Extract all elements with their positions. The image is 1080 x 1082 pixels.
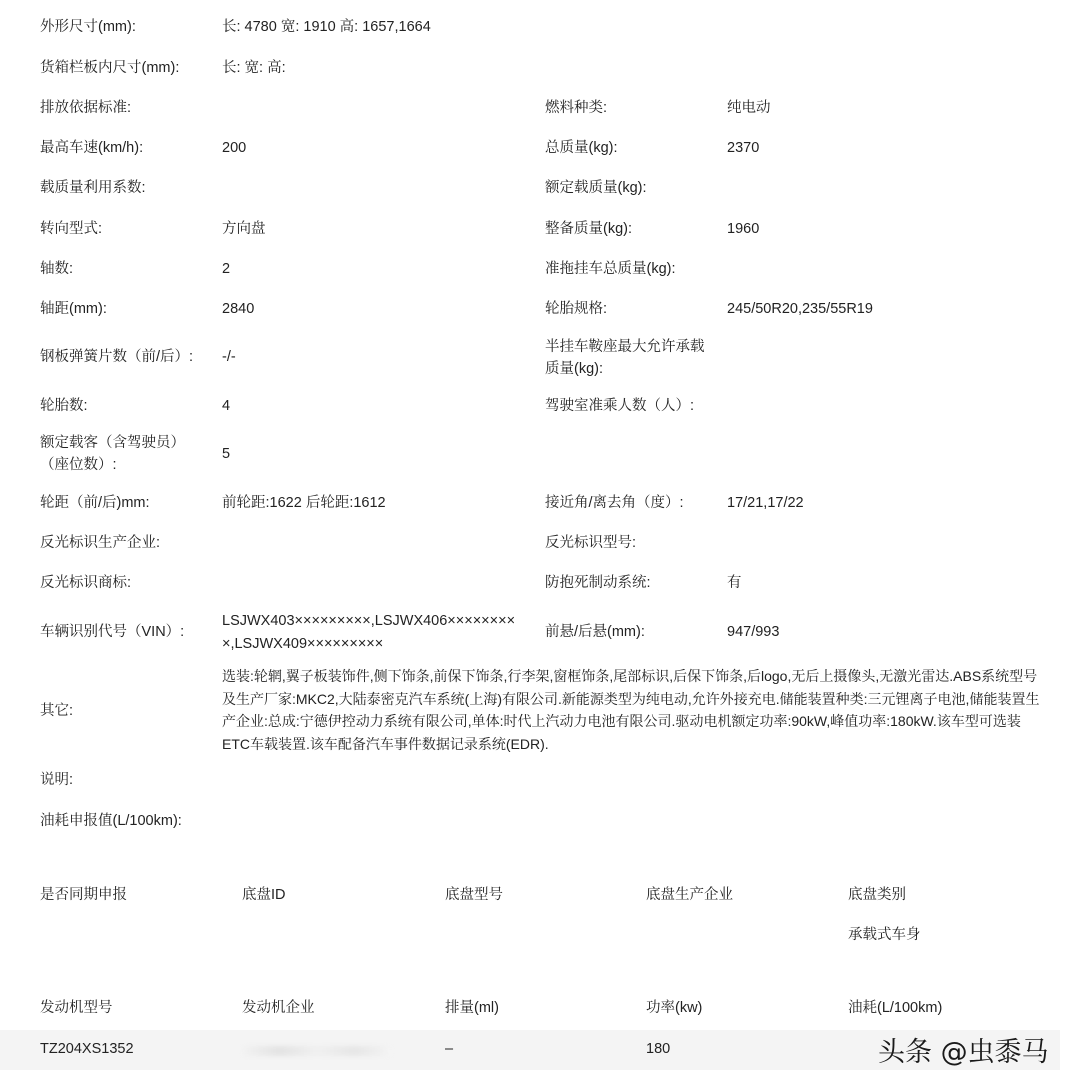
reflector-brand-label: 反光标识商标:: [40, 575, 132, 591]
chassis-header-model: 底盘型号: [445, 887, 503, 903]
load-coefficient-label: 载质量利用系数:: [40, 180, 146, 196]
emission-standard-label: 排放依据标准:: [40, 100, 132, 116]
tire-spec-label: 轮胎规格:: [545, 301, 608, 317]
fuel-type-label: 燃料种类:: [545, 100, 608, 116]
leaf-springs-label: 钢板弹簧片数（前/后）:: [40, 349, 194, 365]
engine-displacement-value: –: [445, 1041, 454, 1057]
vin-label: 车辆识别代号（VIN）:: [40, 624, 185, 640]
redacted-engine-maker: [242, 1046, 392, 1056]
chassis-category-value: 承载式车身: [848, 927, 921, 943]
overhang-label: 前悬/后悬(mm):: [545, 624, 645, 640]
tire-count-label: 轮胎数:: [40, 398, 88, 414]
engine-header-consumption: 油耗(L/100km): [848, 1000, 943, 1016]
axles-value: 2: [222, 261, 231, 277]
approach-angle-label: 接近角/离去角（度）:: [545, 495, 684, 511]
passengers-label-line1: 额定载客（含驾驶员）: [40, 435, 185, 451]
passengers-label-line2: （座位数）:: [40, 457, 117, 473]
chassis-header-category: 底盘类别: [848, 887, 906, 903]
total-mass-value: 2370: [727, 140, 760, 156]
wheelbase-value: 2840: [222, 301, 255, 317]
engine-header-maker: 发动机企业: [242, 1000, 315, 1016]
dimensions-label: 外形尺寸(mm):: [40, 19, 136, 35]
notes-label: 说明:: [40, 772, 74, 788]
saddle-load-label-line1: 半挂车鞍座最大允许承载: [545, 339, 705, 355]
watermark: 头条 @虫黍马: [878, 1037, 1049, 1068]
approach-angle-value: 17/21,17/22: [727, 495, 804, 511]
rated-load-label: 额定载质量(kg):: [545, 180, 647, 196]
abs-label: 防抱死制动系统:: [545, 575, 651, 591]
curb-mass-value: 1960: [727, 221, 760, 237]
max-speed-label: 最高车速(km/h):: [40, 140, 144, 156]
overhang-value: 947/993: [727, 624, 780, 640]
tire-spec-value: 245/50R20,235/55R19: [727, 301, 873, 317]
leaf-springs-value: -/-: [222, 349, 236, 365]
cab-capacity-label: 驾驶室准乘人数（人）:: [545, 398, 695, 414]
chassis-header-id: 底盘ID: [242, 887, 286, 903]
engine-header-model: 发动机型号: [40, 1000, 113, 1016]
vin-value-line2: ×,LSJWX409×××××××××: [222, 636, 384, 652]
saddle-load-label-line2: 质量(kg):: [545, 361, 603, 377]
chassis-header-maker: 底盘生产企业: [646, 887, 733, 903]
engine-power-value: 180: [646, 1041, 671, 1057]
other-label: 其它:: [40, 703, 74, 719]
track-value: 前轮距:1622 后轮距:1612: [222, 495, 386, 511]
cargo-box-value: 长: 宽: 高:: [222, 60, 286, 76]
other-value: 选装:轮辋,翼子板装饰件,侧下饰条,前保下饰条,行李架,窗框饰条,尾部标识,后保下饰条,后logo,无后上摄像头,无激光雷达.ABS系统型号及生产厂家:MKC2,大陆泰密克汽车系统(上海)有限公司.新能源类型为纯电动,允许外接充电.储能装置种类:三元锂离子电池,储能装置生产企业:总成:宁德伊控动力系统有限公司,单体:时代上汽动力电池有限公司.驱动电机额定功率:90kW,峰值功率:180kW.该车型可选装ETC车载装置.该车配备汽车事件数据记录系统(EDR).: [222, 668, 1040, 752]
engine-header-displacement: 排量(ml): [445, 1000, 499, 1016]
curb-mass-label: 整备质量(kg):: [545, 221, 632, 237]
fuel-consumption-label: 油耗申报值(L/100km):: [40, 813, 182, 829]
max-speed-value: 200: [222, 140, 247, 156]
wheelbase-label: 轴距(mm):: [40, 301, 107, 317]
total-mass-label: 总质量(kg):: [545, 140, 618, 156]
axles-label: 轴数:: [40, 261, 74, 277]
engine-model-value: TZ204XS1352: [40, 1041, 134, 1057]
dimensions-value: 长: 4780 宽: 1910 高: 1657,1664: [222, 19, 431, 35]
abs-value: 有: [727, 575, 742, 591]
steering-value: 方向盘: [222, 221, 266, 237]
passengers-value: 5: [222, 446, 231, 462]
fuel-type-value: 纯电动: [727, 100, 771, 116]
cargo-box-label: 货箱栏板内尺寸(mm):: [40, 60, 180, 76]
reflector-maker-label: 反光标识生产企业:: [40, 535, 161, 551]
tire-count-value: 4: [222, 398, 231, 414]
steering-label: 转向型式:: [40, 221, 103, 237]
track-label: 轮距（前/后)mm:: [40, 495, 150, 511]
engine-header-power: 功率(kw): [646, 1000, 703, 1016]
trailer-mass-label: 准拖挂车总质量(kg):: [545, 261, 676, 277]
vin-value-line1: LSJWX403×××××××××,LSJWX406××××××××: [222, 613, 516, 629]
reflector-model-label: 反光标识型号:: [545, 535, 637, 551]
chassis-header-same-period: 是否同期申报: [40, 887, 127, 903]
